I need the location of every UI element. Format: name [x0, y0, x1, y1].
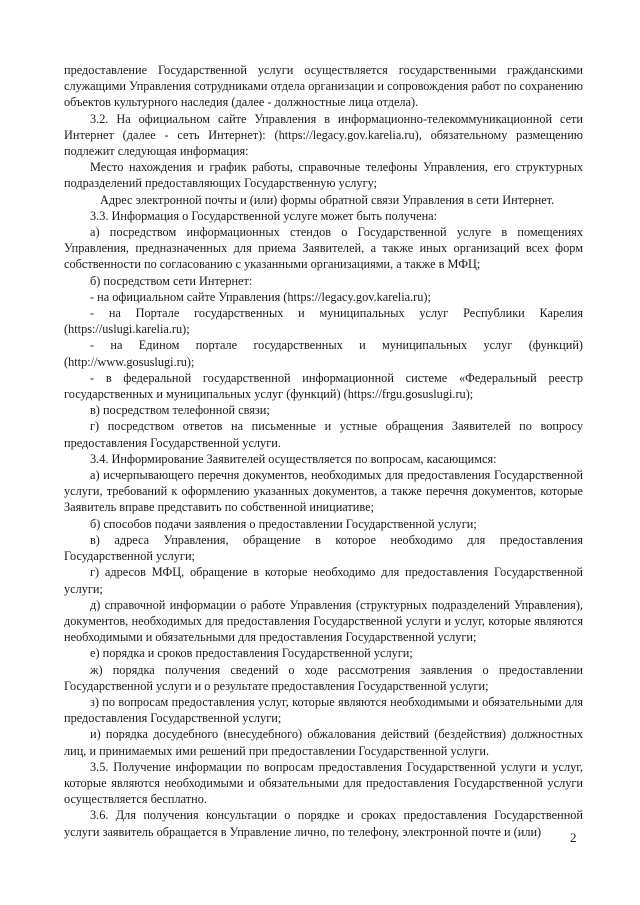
paragraph: - на официальном сайте Управления (https://legacy.gov.karelia.ru);	[90, 289, 431, 304]
paragraph: - на Едином портале государственных и муниципальных услуг (функций) (http://www.gosuslugi.ru);	[64, 338, 583, 369]
paragraph: - в федеральной государственной информационной системе «Федеральный реестр государственных и муниципальных услуг (функций) (https://frgu.gosuslugi.ru);	[64, 370, 583, 402]
paragraph: д) справочной информации о работе Управления (структурных подразделений Управления), документов, необходимых для предоставления Государственной услуги и услуг, которые являются необходимыми и обязательными для предоставления Государственной услуги;	[64, 597, 583, 645]
paragraph: в) посредством телефонной связи;	[90, 403, 270, 418]
paragraph: Адрес электронной почты и (или) формы обратной связи Управления в сети Интернет.	[100, 192, 555, 207]
paragraph: г) адресов МФЦ, обращение в которые необходимо для предоставления Государственной услуги;	[64, 565, 583, 596]
paragraph: 3.2. На официальном сайте Управления в информационно-телекоммуникационной сети Интернет (далее - сеть Интернет): (https://legacy.gov.karelia.ru), обязательному размещению подлежит следующая информация:	[64, 111, 583, 159]
paragraph: - на Портале государственных и муниципальных услуг Республики Карелия (https://uslugi.karelia.ru);	[64, 306, 583, 337]
paragraph: г) посредством ответов на письменные и устные обращения Заявителей по вопросу предоставления Государственной услуги.	[64, 419, 583, 450]
paragraph: 3.3. Информация о Государственной услуге может быть получена:	[90, 208, 438, 223]
paragraph: б) посредством сети Интернет:	[90, 273, 253, 288]
paragraph: ж) порядка получения сведений о ходе рассмотрения заявления о предоставлении Государственной услуги и о результате предоставления Государственной услуги;	[64, 662, 583, 693]
paragraph: з) по вопросам предоставления услуг, которые являются необходимыми и обязательными для предоставления Государственной услуги;	[64, 694, 583, 726]
paragraph: а) исчерпывающего перечня документов, необходимых для предоставления Государственной услуги, требований к оформлению указанных документов, а также перечня документов, которые Заявитель вправе представить по собственной инициативе;	[64, 468, 583, 515]
paragraph: б) способов подачи заявления о предоставлении Государственной услуги;	[90, 516, 477, 531]
paragraph: е) порядка и сроков предоставления Государственной услуги;	[90, 646, 413, 661]
paragraph: 3.4. Информирование Заявителей осуществляется по вопросам, касающимся:	[90, 451, 497, 466]
paragraph: предоставление Государственной услуги осуществляется государственными гражданскими служащими Управления сотрудниками отдела организации и сопровождения работ по сохранению объектов культурного наследия (далее - должностные лица отдела).	[64, 63, 583, 110]
paragraph: в) адреса Управления, обращение в которое необходимо для предоставления Государственной услуги;	[64, 532, 583, 564]
document-body	[64, 62, 583, 840]
page-number: 2	[570, 830, 577, 845]
paragraph: и) порядка досудебного (внесудебного) обжалования действий (бездействия) должностных лиц, и принимаемых ими решений при предоставлении Государственной услуги.	[64, 727, 583, 758]
paragraph: 3.6. Для получения консультации о порядке и сроках предоставления Государственной услуги заявитель обращается в Управление лично, по телефону, электронной почте и (или)	[64, 808, 583, 839]
paragraph: 3.5. Получение информации по вопросам предоставления Государственной услуги и услуг, которые являются необходимыми и обязательными для предоставления Государственной услуги осуществляется бесплатно.	[64, 759, 583, 807]
paragraph: Место нахождения и график работы, справочные телефоны Управления, его структурных подразделений предоставляющих Государственную услугу;	[64, 160, 583, 191]
paragraph: а) посредством информационных стендов о Государственной услуге в помещениях Управления, предназначенных для приема Заявителей, а также иных организаций всех форм собственности по согласованию с указанными организациями, а также в МФЦ;	[64, 225, 583, 272]
